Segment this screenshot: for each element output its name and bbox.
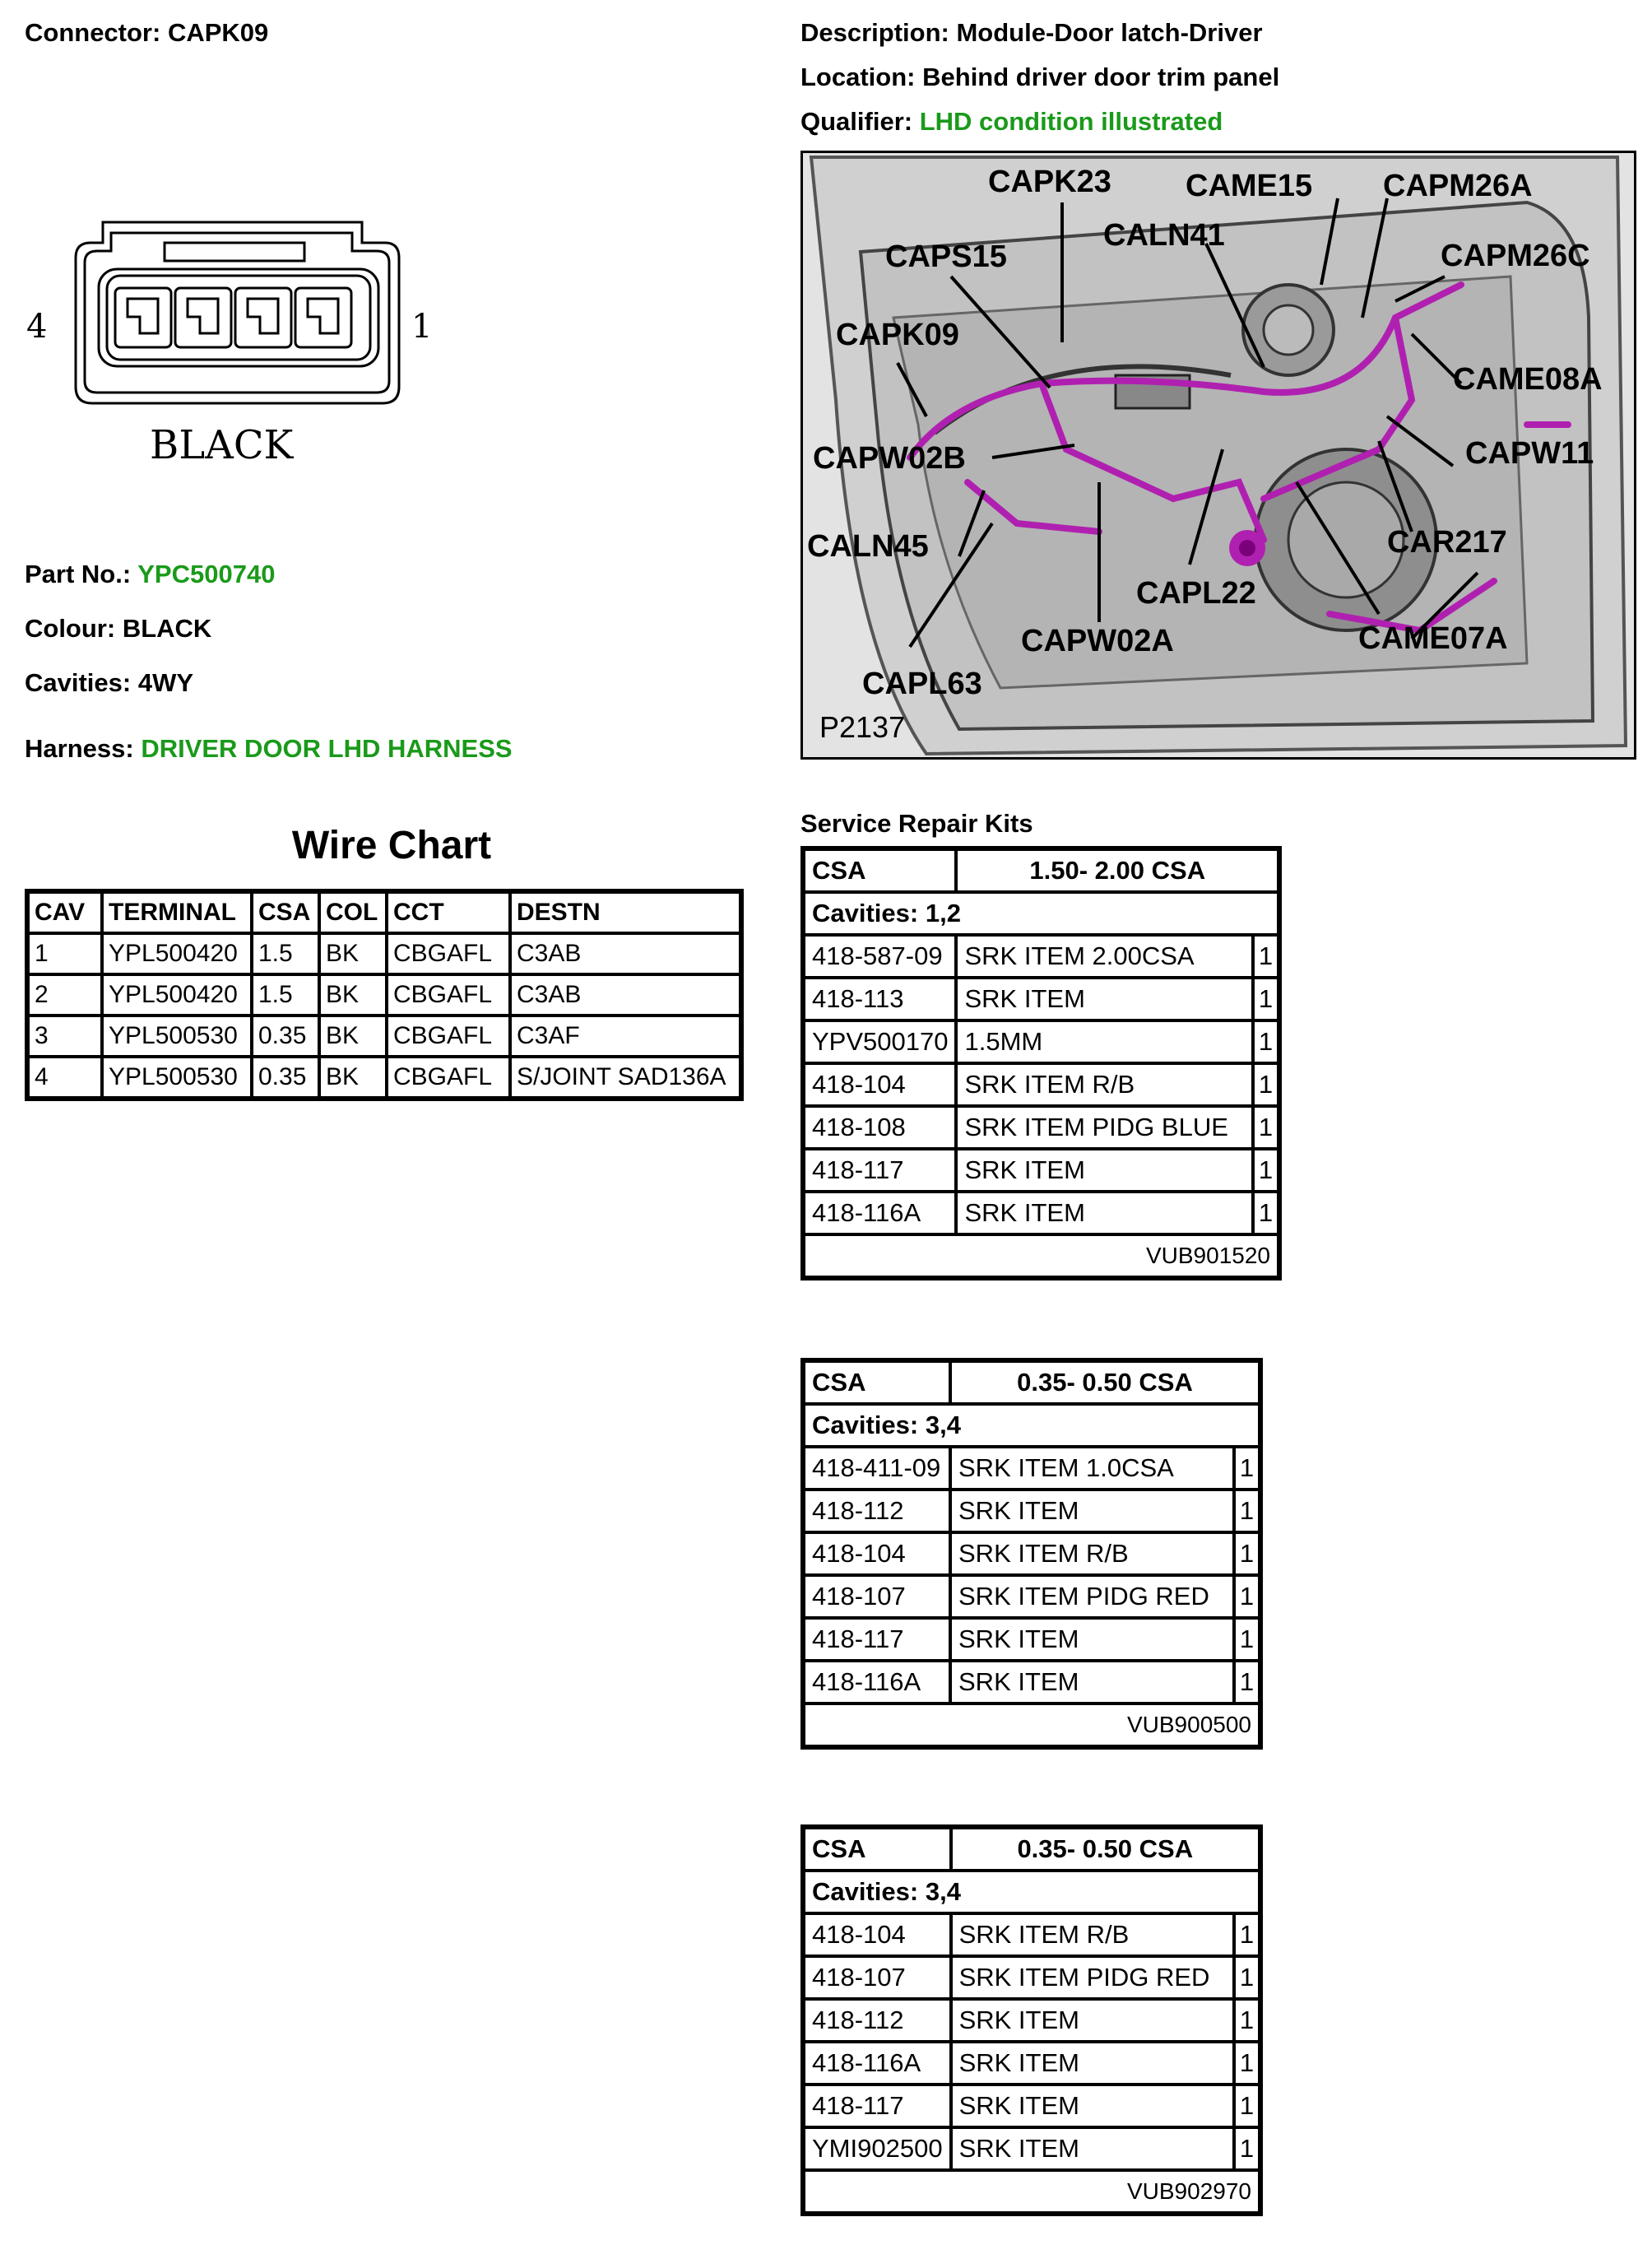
kit-part-no: 418-104: [804, 1063, 956, 1106]
kit-item-desc: SRK ITEM 1.0CSA: [950, 1447, 1234, 1490]
callout-label: CAME07A: [1358, 621, 1508, 656]
wire-chart-header: CCT: [387, 892, 510, 933]
pin-label-left: 4: [26, 308, 48, 346]
kit-item-row: [804, 1999, 1260, 2042]
wire-cell: 0.35: [252, 1016, 319, 1057]
kit-header-row: [804, 849, 1278, 892]
kit-item-qty: 1: [1253, 978, 1278, 1020]
kit-item-desc: SRK ITEM PIDG RED: [951, 1956, 1234, 1999]
wire-chart-row: [28, 1016, 740, 1057]
wire-cell: S/JOINT SAD136A: [510, 1057, 740, 1098]
connector-face-drawing: [25, 210, 436, 481]
door-diagram: [803, 153, 1634, 757]
part-number-line: [25, 560, 275, 589]
kit-item-desc: SRK ITEM R/B: [951, 1913, 1234, 1956]
kit-item-row: [804, 2085, 1260, 2127]
kit-item-qty: 1: [1253, 935, 1278, 978]
callout-label: CAME15: [1186, 169, 1313, 203]
connector-colour-caption: BLACK: [150, 422, 294, 468]
kit-item-qty: 1: [1234, 1490, 1260, 1532]
kit-item-desc: SRK ITEM: [951, 1999, 1234, 2042]
kit-csa-label: CSA: [804, 1361, 950, 1404]
wire-cell: CBGAFL: [387, 974, 510, 1016]
kit-part-no: 418-116A: [804, 1192, 956, 1234]
wire-cell: 2: [28, 974, 102, 1016]
kit-item-qty: 1: [1234, 2042, 1260, 2085]
kit-item-desc: SRK ITEM: [956, 978, 1253, 1020]
qualifier-value: LHD condition illustrated: [919, 107, 1223, 136]
wire-chart-row: [28, 974, 740, 1016]
wire-chart-title: Wire Chart: [291, 824, 492, 867]
kit-item-desc: SRK ITEM: [950, 1661, 1234, 1704]
colour-value: BLACK: [122, 614, 212, 643]
kit-item-qty: 1: [1234, 1575, 1260, 1618]
wire-cell: C3AF: [510, 1016, 740, 1057]
callout-label: CAPL63: [862, 667, 982, 701]
kit-part-no: 418-117: [804, 1149, 956, 1192]
wire-cell: CBGAFL: [387, 933, 510, 974]
location-line: [800, 63, 1279, 92]
part-number-label: Part No.:: [25, 560, 132, 588]
harness-value: DRIVER DOOR LHD HARNESS: [141, 734, 513, 763]
harness-line: [25, 734, 513, 764]
kit-item-row: [804, 1661, 1260, 1704]
connector-location-image: [800, 151, 1636, 760]
callout-label: CAR217: [1387, 525, 1507, 560]
callout-label: CALN45: [807, 529, 929, 564]
kit-item-qty: 1: [1253, 1106, 1278, 1149]
kit-item-qty: 1: [1234, 2127, 1260, 2170]
callout-label: CAPS15: [885, 239, 1007, 274]
callout-label: CAPW11: [1465, 436, 1594, 471]
kit-item-desc: SRK ITEM: [950, 1490, 1234, 1532]
kit-part-no: 418-104: [804, 1913, 951, 1956]
kit-item-row: [804, 1020, 1278, 1063]
kit-csa-range: 1.50- 2.00 CSA: [956, 849, 1278, 892]
kit-item-row: [804, 1149, 1278, 1192]
kit-item-desc: SRK ITEM: [956, 1149, 1253, 1192]
wire-chart-header: DESTN: [510, 892, 740, 933]
cavities-line: [25, 668, 193, 698]
kit-item-qty: 1: [1234, 1532, 1260, 1575]
kit-item-row: [804, 1447, 1260, 1490]
kit-number: VUB900500: [804, 1704, 1260, 1746]
callout-label: CAPK23: [988, 165, 1111, 199]
wire-cell: 4: [28, 1057, 102, 1098]
kit-item-qty: 1: [1234, 1913, 1260, 1956]
kit-item-qty: 1: [1234, 1447, 1260, 1490]
kit-item-row: [804, 1063, 1278, 1106]
kit-item-row: [804, 1618, 1260, 1661]
kit-item-qty: 1: [1253, 1192, 1278, 1234]
kit-part-no: 418-117: [804, 2085, 951, 2127]
wire-cell: YPL500420: [102, 974, 252, 1016]
callout-label: CAPL22: [1136, 576, 1256, 611]
wire-cell: BK: [319, 1016, 387, 1057]
kit-part-no: 418-116A: [804, 2042, 951, 2085]
wire-cell: 1.5: [252, 933, 319, 974]
callout-label: CALN41: [1103, 218, 1225, 253]
callout-label: CAPW02B: [813, 441, 966, 476]
wire-cell: YPL500420: [102, 933, 252, 974]
kit-item-qty: 1: [1234, 1956, 1260, 1999]
wire-chart-header: CAV: [28, 892, 102, 933]
kit-item-row: [804, 1532, 1260, 1575]
connector-value: CAPK09: [167, 18, 269, 47]
callout-label: CAPM26A: [1383, 169, 1533, 203]
wire-cell: BK: [319, 933, 387, 974]
callout-label: CAPM26C: [1441, 239, 1590, 273]
kit-part-no: 418-107: [804, 1575, 950, 1618]
wire-chart-row: [28, 1057, 740, 1098]
connector-title: [25, 18, 268, 48]
qualifier-line: [800, 107, 1223, 137]
kit-csa-range: 0.35- 0.50 CSA: [950, 1361, 1260, 1404]
kit-part-no: 418-107: [804, 1956, 951, 1999]
kit-csa-range: 0.35- 0.50 CSA: [951, 1828, 1260, 1871]
location-value: Behind driver door trim panel: [922, 63, 1280, 91]
callout-label: CAPW02A: [1021, 624, 1174, 658]
wire-cell: C3AB: [510, 933, 740, 974]
wire-cell: BK: [319, 1057, 387, 1098]
kit-item-desc: SRK ITEM: [950, 1618, 1234, 1661]
kit-part-no: 418-112: [804, 1490, 950, 1532]
image-reference: P2137: [819, 710, 906, 744]
wire-cell: YPL500530: [102, 1057, 252, 1098]
wire-chart-row: [28, 933, 740, 974]
kit-cavities: Cavities: 3,4: [804, 1871, 1260, 1913]
kit-item-desc: SRK ITEM: [951, 2127, 1234, 2170]
kit-item-desc: SRK ITEM R/B: [956, 1063, 1253, 1106]
kit-item-qty: 1: [1234, 2085, 1260, 2127]
kit-header-row: [804, 1361, 1260, 1404]
kit-part-no: YPV500170: [804, 1020, 956, 1063]
kit-table: [800, 1824, 1263, 2216]
kit-part-no: 418-116A: [804, 1661, 950, 1704]
kit-item-row: [804, 935, 1278, 978]
kit-item-desc: SRK ITEM 2.00CSA: [956, 935, 1253, 978]
kit-part-no: 418-113: [804, 978, 956, 1020]
wire-chart-header-row: [28, 892, 740, 933]
kit-table: [800, 1358, 1263, 1750]
kit-item-qty: 1: [1234, 1999, 1260, 2042]
kit-table: [800, 846, 1282, 1281]
kit-item-row: [804, 1956, 1260, 1999]
kit-item-desc: SRK ITEM PIDG BLUE: [956, 1106, 1253, 1149]
qualifier-label: Qualifier:: [800, 107, 913, 136]
kit-csa-label: CSA: [804, 849, 956, 892]
callout-label: CAPK09: [836, 318, 959, 352]
wire-cell: 1: [28, 933, 102, 974]
wire-cell: BK: [319, 974, 387, 1016]
kit-item-row: [804, 978, 1278, 1020]
kit-item-row: [804, 1192, 1278, 1234]
kit-item-desc: SRK ITEM: [951, 2042, 1234, 2085]
kit-item-desc: 1.5MM: [956, 1020, 1253, 1063]
kit-item-qty: 1: [1234, 1618, 1260, 1661]
colour-label: Colour:: [25, 614, 116, 643]
kit-item-row: [804, 1575, 1260, 1618]
cavities-label: Cavities:: [25, 668, 132, 697]
kits-title: Service Repair Kits: [800, 809, 1033, 838]
cavities-value: 4WY: [137, 668, 194, 697]
wire-chart-header: COL: [319, 892, 387, 933]
kit-part-no: 418-587-09: [804, 935, 956, 978]
kit-number: VUB901520: [804, 1234, 1278, 1277]
part-number-value: YPC500740: [137, 560, 276, 588]
kit-part-no: 418-104: [804, 1532, 950, 1575]
wire-cell: 1.5: [252, 974, 319, 1016]
wire-cell: YPL500530: [102, 1016, 252, 1057]
callout-label: CAME08A: [1453, 362, 1603, 397]
kit-part-no: 418-112: [804, 1999, 951, 2042]
connector-label: Connector:: [25, 18, 161, 47]
wire-cell: CBGAFL: [387, 1057, 510, 1098]
pin-label-right: 1: [411, 308, 433, 346]
description-value: Module-Door latch-Driver: [956, 18, 1263, 47]
wire-cell: C3AB: [510, 974, 740, 1016]
wire-cell: 3: [28, 1016, 102, 1057]
kit-part-no: 418-411-09: [804, 1447, 950, 1490]
kit-header-row: [804, 1828, 1260, 1871]
description-line: [800, 18, 1263, 48]
wire-cell: 0.35: [252, 1057, 319, 1098]
kit-part-no: YMI902500: [804, 2127, 951, 2170]
kit-part-no: 418-108: [804, 1106, 956, 1149]
wire-chart-header: TERMINAL: [102, 892, 252, 933]
wire-chart-table: [25, 889, 744, 1101]
kit-number: VUB902970: [804, 2170, 1260, 2213]
kit-part-no: 418-117: [804, 1618, 950, 1661]
kit-item-desc: SRK ITEM R/B: [950, 1532, 1234, 1575]
wire-cell: CBGAFL: [387, 1016, 510, 1057]
kit-csa-label: CSA: [804, 1828, 951, 1871]
kit-item-qty: 1: [1253, 1149, 1278, 1192]
kit-item-row: [804, 1106, 1278, 1149]
harness-label: Harness:: [25, 734, 134, 763]
kit-item-desc: SRK ITEM: [956, 1192, 1253, 1234]
kit-item-qty: 1: [1234, 1661, 1260, 1704]
kit-item-row: [804, 1490, 1260, 1532]
kit-cavities: Cavities: 1,2: [804, 892, 1278, 935]
kit-item-desc: SRK ITEM: [951, 2085, 1234, 2127]
kit-item-qty: 1: [1253, 1020, 1278, 1063]
location-label: Location:: [800, 63, 916, 91]
kit-item-qty: 1: [1253, 1063, 1278, 1106]
kit-item-row: [804, 2127, 1260, 2170]
kit-item-row: [804, 2042, 1260, 2085]
kit-item-row: [804, 1913, 1260, 1956]
kit-item-desc: SRK ITEM PIDG RED: [950, 1575, 1234, 1618]
wire-chart-header: CSA: [252, 892, 319, 933]
kit-cavities: Cavities: 3,4: [804, 1404, 1260, 1447]
description-label: Description:: [800, 18, 949, 47]
colour-line: [25, 614, 211, 644]
